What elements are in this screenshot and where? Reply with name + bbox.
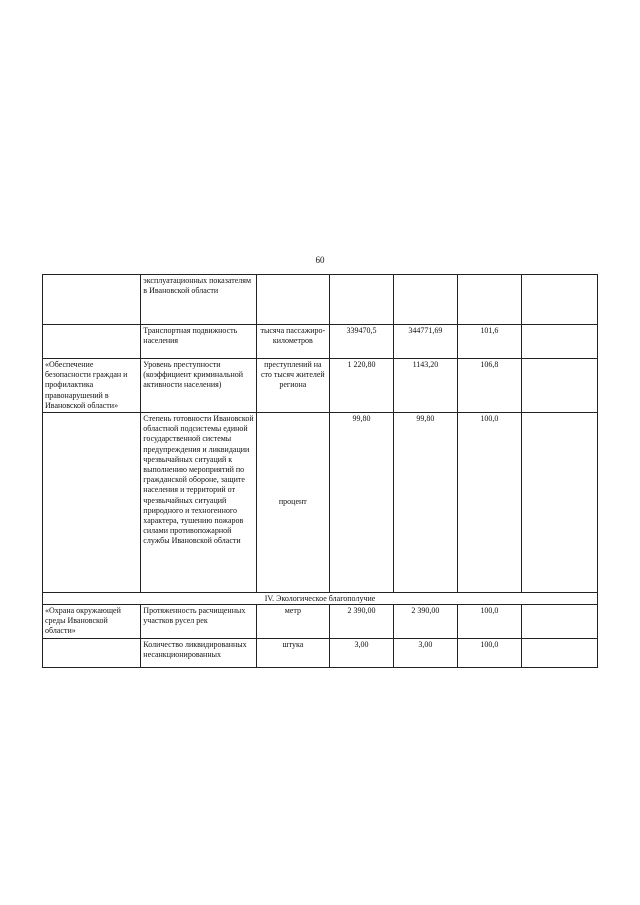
unit-cell: процент [257,413,330,593]
unit-cell: преступлений на сто тысяч жителей региона [257,359,330,413]
note-cell [522,638,598,667]
indicators-table [42,274,598,668]
indicator-cell: Количество ликвидированных несанкционированных [141,638,257,667]
note-cell [522,413,598,593]
actual-value-cell: 99,80 [394,413,457,593]
table-row [43,325,598,359]
plan-value-cell: 99,80 [329,413,394,593]
plan-value-cell: 2 390,00 [329,605,394,639]
actual-value-cell: 344771,69 [394,325,457,359]
program-cell [43,638,141,667]
unit-cell: штука [257,638,330,667]
percent-cell: 100,0 [457,638,522,667]
program-cell [43,413,141,593]
unit-cell [257,275,330,325]
actual-value-cell: 1143,20 [394,359,457,413]
section-heading: IV. Экологическое благополучие [43,593,598,605]
plan-value-cell: 1 220,80 [329,359,394,413]
program-cell [43,325,141,359]
percent-cell [457,275,522,325]
indicator-cell: Транспортная подвижность населения [141,325,257,359]
section-row [43,593,598,605]
percent-cell: 100,0 [457,605,522,639]
unit-cell: тысяча пассажиро-километров [257,325,330,359]
plan-value-cell [329,275,394,325]
note-cell [522,275,598,325]
program-cell: «Обеспечение безопасности граждан и профилактика правонарушений в Ивановской области» [43,359,141,413]
table-row [43,413,598,593]
program-cell [43,275,141,325]
page-number: 60 [315,255,325,265]
note-cell [522,325,598,359]
unit-cell: метр [257,605,330,639]
actual-value-cell: 3,00 [394,638,457,667]
plan-value-cell: 339470,5 [329,325,394,359]
indicator-cell: Протяженность расчищенных участков русел рек [141,605,257,639]
actual-value-cell: 2 390,00 [394,605,457,639]
plan-value-cell: 3,00 [329,638,394,667]
percent-cell: 106,8 [457,359,522,413]
table-row [43,605,598,639]
table-row [43,359,598,413]
percent-cell: 100,0 [457,413,522,593]
actual-value-cell [394,275,457,325]
indicator-cell: Степень готовности Ивановской областной подсистемы единой государственной системы предупреждения и ликвидации чрезвычайных ситуаций к выполнению мероприятий по гражданской обороне, защите населения и территорий от чрезвычайных ситуаций природного и техногенного характера, тушению пожаров силами противопожарной службы Ивановской области [141,413,257,593]
indicator-cell: Уровень преступности (коэффициент криминальной активности населения) [141,359,257,413]
percent-cell: 101,6 [457,325,522,359]
program-cell: «Охрана окружающей среды Ивановской области» [43,605,141,639]
note-cell [522,359,598,413]
table-row [43,275,598,325]
table-row [43,638,598,667]
note-cell [522,605,598,639]
indicator-cell: эксплуатационных показателям в Ивановской области [141,275,257,325]
